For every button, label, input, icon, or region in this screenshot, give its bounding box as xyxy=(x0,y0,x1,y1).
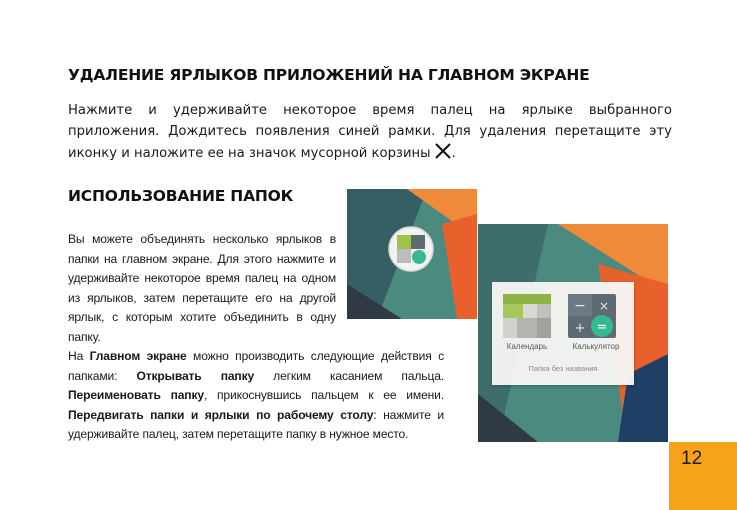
svg-text:=: = xyxy=(596,320,608,335)
svg-text:×: × xyxy=(598,299,610,313)
folders-actions-paragraph xyxy=(68,347,444,445)
section-title-folders: ИСПОЛЬЗОВАНИЕ ПАПОК xyxy=(68,187,294,205)
page-number-badge xyxy=(669,442,737,510)
wallpaper-graphic xyxy=(347,189,477,319)
folder-name-field[interactable]: Папка без названия xyxy=(528,364,598,373)
remove-shortcuts-text: Нажмите и удерживайте некоторое время палец на ярлыке выбранного приложения. Дождитесь появления синей рамки. Для удаления перетащите эту иконку и наложите ее на значок мусорной корзины xyxy=(68,103,672,161)
close-x-icon xyxy=(434,142,452,160)
svg-text:+: + xyxy=(574,321,586,336)
calendar-icon xyxy=(501,290,553,342)
actions-bold-move-folders: Передвигать папки и ярлыки по рабочему столу xyxy=(68,407,374,422)
calendar-app-label: Календарь xyxy=(506,342,548,351)
remove-shortcuts-paragraph xyxy=(68,100,672,164)
folders-intro-paragraph: Вы можете объединять несколько ярлыков в папки на главном экране. Для этого нажмите и удерживайте некоторое время палец на одном из ярлыков, затем перетащите его на другой ярлык, с которым хотите объединить в одну папку. xyxy=(68,232,336,344)
actions-text-1: На xyxy=(68,349,90,363)
calculator-icon xyxy=(566,290,618,342)
svg-text:−: − xyxy=(574,298,586,314)
actions-text-5: : нажмите и удерживайте палец, затем перетащите папку в нужное место. xyxy=(68,407,444,442)
calculator-app-label: Калькулятор xyxy=(572,342,620,351)
folder-popup xyxy=(492,282,634,385)
actions-text-4: , прикоснувшись пальцем к ее имени. xyxy=(203,388,444,403)
actions-bold-home-screen: Главном экране xyxy=(89,349,187,363)
calendar-app-icon[interactable] xyxy=(501,290,553,342)
actions-bold-rename-folder: Переименовать папку xyxy=(68,388,204,403)
calculator-app-icon[interactable] xyxy=(566,290,618,342)
section-title-remove-shortcuts: УДАЛЕНИЕ ЯРЛЫКОВ ПРИЛОЖЕНИЙ НА ГЛАВНОМ ЭКРАНЕ xyxy=(68,66,590,84)
remove-shortcuts-text-end: . xyxy=(451,146,456,161)
page-number: 12 xyxy=(681,448,703,469)
home-screen-screenshot xyxy=(347,189,477,319)
actions-text-3: легким касанием пальца. xyxy=(254,368,445,383)
actions-bold-open-folder: Открывать папку xyxy=(136,368,255,383)
actions-text-2: можно производить следующие действия с папками: xyxy=(68,349,444,383)
